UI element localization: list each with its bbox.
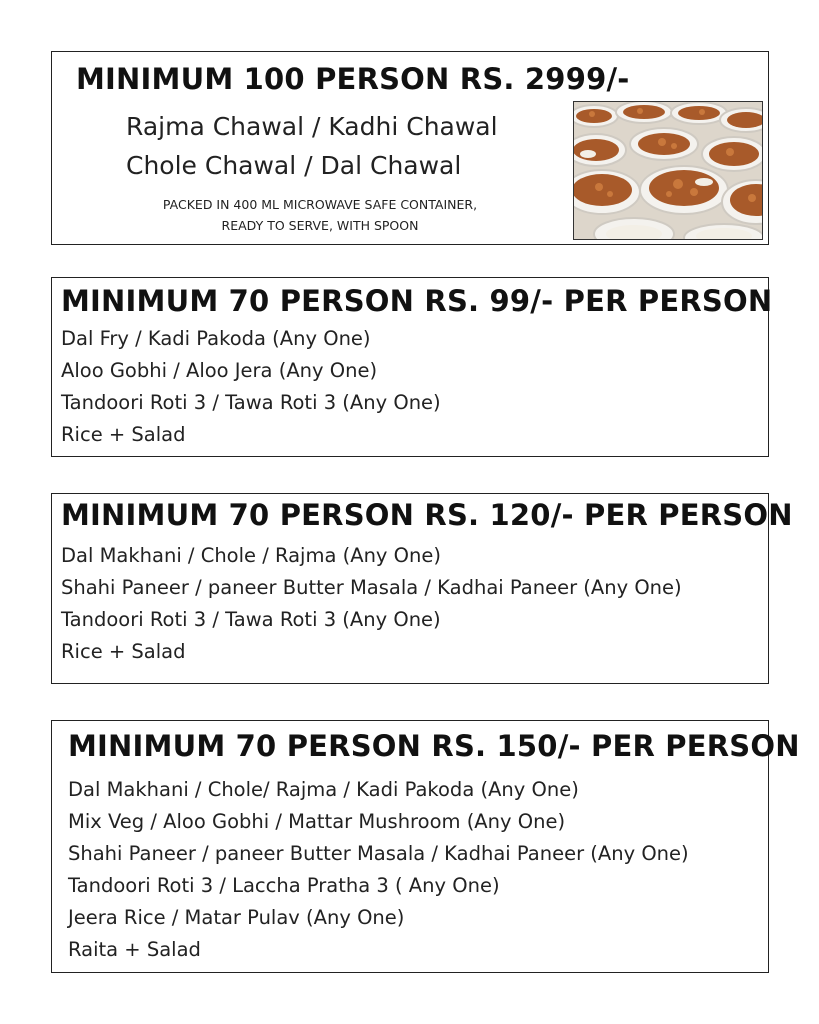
menu-item: Dal Makhani / Chole/ Rajma / Kadi Pakoda (Any One) [68, 778, 579, 801]
menu-item: Dal Fry / Kadi Pakoda (Any One) [61, 327, 371, 350]
food-containers-photo [573, 101, 763, 240]
menu-item: Tandoori Roti 3 / Tawa Roti 3 (Any One) [61, 608, 441, 631]
menu-items [61, 540, 682, 668]
package-card-100-person [51, 51, 769, 245]
menu-item: Shahi Paneer / paneer Butter Masala / Kadhai Paneer (Any One) [61, 576, 682, 599]
menu-item: Jeera Rice / Matar Pulav (Any One) [68, 906, 405, 929]
package-title: MINIMUM 100 PERSON RS. 2999/- [76, 62, 630, 96]
menu-items [68, 774, 689, 966]
menu-item: Tandoori Roti 3 / Laccha Pratha 3 ( Any One) [68, 874, 500, 897]
packing-note: READY TO SERVE, WITH SPOON [221, 218, 419, 233]
menu-item: Dal Makhani / Chole / Rajma (Any One) [61, 544, 441, 567]
package-title: MINIMUM 70 PERSON RS. 150/- PER PERSON [68, 729, 800, 763]
package-card-120 [51, 493, 793, 684]
menu-item: Rice + Salad [61, 423, 186, 446]
menu-item: Aloo Gobhi / Aloo Jera (Any One) [61, 359, 378, 382]
menu-item: Raita + Salad [68, 938, 201, 961]
package-card-99 [51, 277, 773, 457]
dish-line: Rajma Chawal / Kadhi Chawal [126, 112, 498, 141]
menu-items [61, 323, 441, 451]
menu-item: Tandoori Roti 3 / Tawa Roti 3 (Any One) [61, 391, 441, 414]
menu-item: Mix Veg / Aloo Gobhi / Mattar Mushroom (Any One) [68, 810, 566, 833]
dish-line: Chole Chawal / Dal Chawal [126, 151, 462, 180]
menu-item: Rice + Salad [61, 640, 186, 663]
package-card-150 [51, 720, 800, 973]
menu-item: Shahi Paneer / paneer Butter Masala / Kadhai Paneer (Any One) [68, 842, 689, 865]
package-title: MINIMUM 70 PERSON RS. 120/- PER PERSON [61, 498, 793, 532]
packing-note: PACKED IN 400 ML MICROWAVE SAFE CONTAINER, [162, 197, 478, 212]
package-title: MINIMUM 70 PERSON RS. 99/- PER PERSON [61, 284, 773, 318]
